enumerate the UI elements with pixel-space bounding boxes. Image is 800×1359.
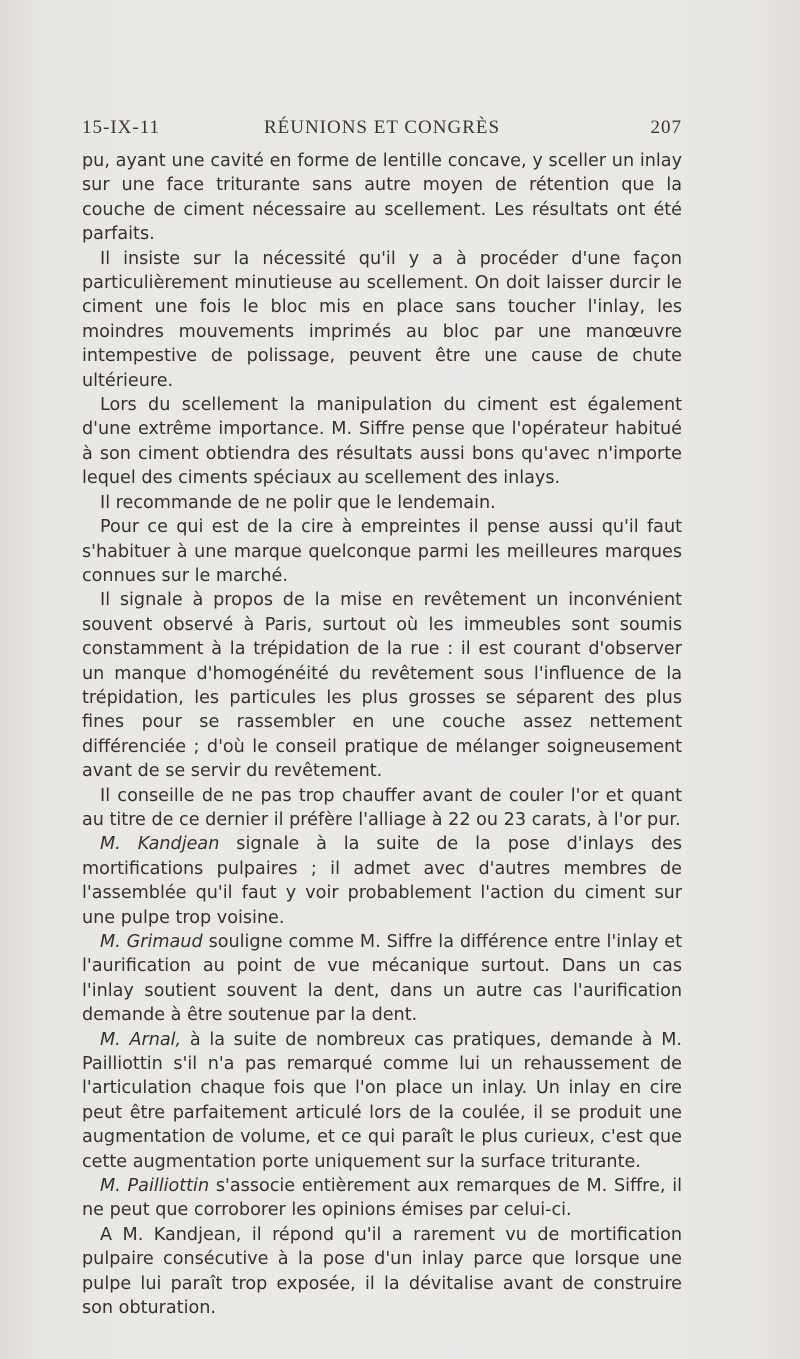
paragraph-text: s'associe entièrement aux remarques de M. Siffre, il ne peut que corroborer les opinions émises par celui-ci. <box>82 1176 682 1221</box>
paragraph-text: Il recommande de ne polir que le lendemain. <box>100 492 496 513</box>
paragraph-text: à la suite de nombreux cas pratiques, demande à M. Pailliottin s'il n'a pas remarqué comme lui un rehaussement de l'articulation chaque fois que l'on place un inlay. Un inlay en cire peut être parfaitement articulé lors de la coulée, il se produit une augmentation de volume, et ce qui paraît le plus curieux, c'est que cette augmentation porte uniquement sur la surface triturante. <box>82 1029 683 1172</box>
speaker-name: M. Kandjean <box>100 834 220 855</box>
paragraph-8 <box>82 832 682 930</box>
paragraph-10 <box>82 1028 682 1174</box>
paragraph-11 <box>82 1174 682 1223</box>
paragraph-text: pu, ayant une cavité en forme de lentille concave, y sceller un inlay sur une face triturante sans autre moyen de rétention que la couche de ciment nécessaire au scellement. Les résultats ont été parfaits. <box>82 151 682 245</box>
paragraph-text: Il signale à propos de la mise en revêtement un inconvénient souvent observé à Paris, surtout où les immeubles sont soumis constamment à la trépidation de la rue : il est courant d'observer un manque d'homogénéité du revêtement sous l'influence de la trépidation, les particules les plus grosses se séparent des plus fines pour se rassembler en une couche assez nettement différenciée ; d'où le conseil pratique de mélanger soigneusement avant de se servir du revêtement. <box>82 590 682 782</box>
paragraph-1 <box>82 149 682 247</box>
paragraph-9 <box>82 930 682 1028</box>
paragraph-4 <box>82 491 682 515</box>
paragraph-2 <box>82 247 682 393</box>
paragraph-6 <box>82 588 682 783</box>
paragraph-text: Il insiste sur la nécessité qu'il y a à procéder d'une façon particulièrement minutieuse au scellement. On doit laisser durcir le ciment une fois le bloc mis en place sans toucher l'inlay, les moindres mouvements imprimés au bloc par une manœuvre intempestive de polissage, peuvent être une cause de chute ultérieure. <box>82 248 682 391</box>
paragraph-7 <box>82 784 682 833</box>
paragraph-text: A M. Kandjean, il répond qu'il a rarement vu de mortification pulpaire consécutive à la pose d'un inlay parce que lorsque une pulpe lui paraît trop exposée, il la dévitalise avant de construire son obturation. <box>82 1224 682 1319</box>
header-date: 15-IX-11 <box>82 117 160 138</box>
speaker-name: M. Pailliottin <box>100 1176 210 1197</box>
running-header <box>82 117 682 145</box>
paragraph-text: souligne comme M. Siffre la différence entre l'inlay et l'aurification au point de vue mécanique surtout. Dans un cas l'inlay soutient souvent la dent, dans un autre cas l'aurification demande à être soutenue par la dent. <box>82 932 682 1026</box>
paragraph-text: Lors du scellement la manipulation du ciment est également d'une extrême importance. M. Siffre pense que l'opérateur habitué à son ciment obtiendra des résultats aussi bons qu'avec n'importe lequel des ciments spéciaux au scellement des inlays. <box>82 395 682 489</box>
paragraph-5 <box>82 515 682 588</box>
header-title: RÉUNIONS ET CONGRÈS <box>263 117 501 138</box>
speaker-name: M. Arnal, <box>100 1029 182 1050</box>
paragraph-3 <box>82 393 682 491</box>
paragraph-text: Il conseille de ne pas trop chauffer avant de couler l'or et quant au titre de ce dernier il préfère l'alliage à 22 ou 23 carats, à l'or pur. <box>82 785 682 830</box>
page-number: 207 <box>650 117 682 138</box>
body-text <box>82 149 682 1321</box>
paragraph-text: signale à la suite de la pose d'inlays des mortifications pulpaires ; il admet avec d'autres membres de l'assemblée qu'il faut y voir probablement l'action du ciment sur une pulpe trop voisine. <box>82 834 682 928</box>
paragraph-text: Pour ce qui est de la cire à empreintes il pense aussi qu'il faut s'habituer à une marque quelconque parmi les meilleures marques connues sur le marché. <box>82 517 682 586</box>
speaker-name: M. Grimaud <box>100 932 203 952</box>
paragraph-12 <box>82 1223 682 1321</box>
